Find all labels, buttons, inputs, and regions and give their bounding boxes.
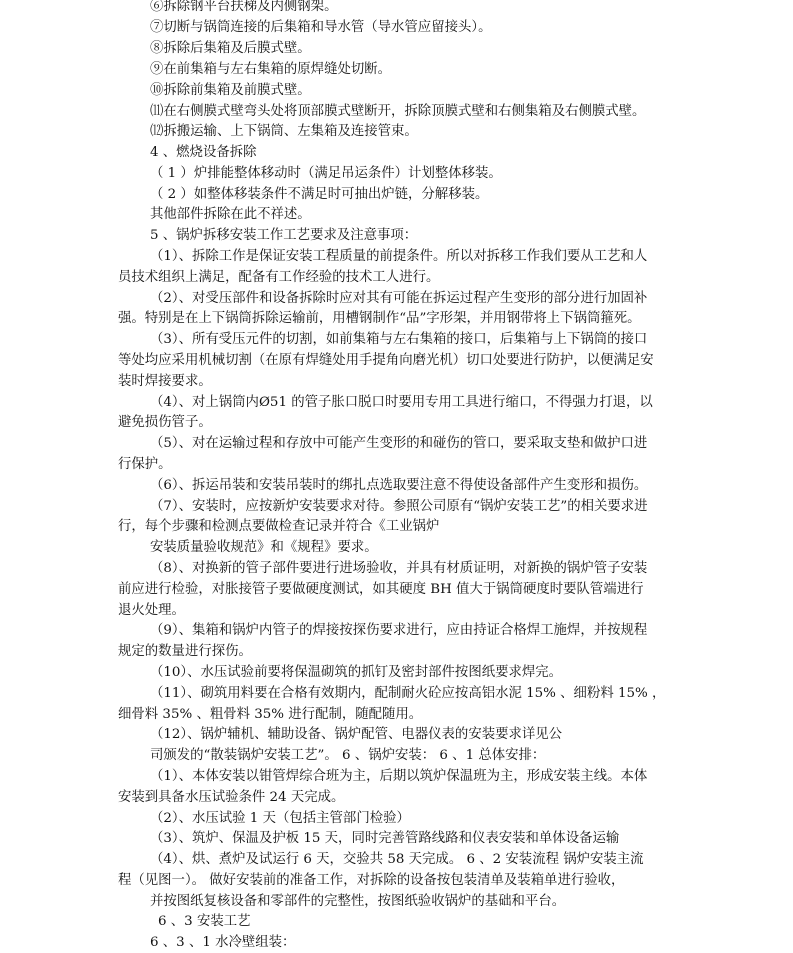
- text-line: ⑨在前集箱与左右集箱的原焊缝处切断。: [150, 62, 392, 77]
- text-line: （4）、烘、煮炉及试运行 6 天，交验共 58 天完成。 6 、2 安装流程 锅炉安装主流: [150, 852, 644, 867]
- text-line: 退火处理。: [118, 603, 185, 618]
- text-line: ⑿拆搬运输、上下锅筒、左集箱及连接管束。: [150, 124, 418, 139]
- text-line: （9）、集箱和锅炉内管子的焊接按探伤要求进行，应由持证合格焊工施焊，并按规程: [150, 623, 648, 638]
- text-line: （6）、拆运吊装和安装吊装时的绑扎点选取要注意不得使设备部件产生变形和损伤。: [150, 478, 648, 493]
- text-line: （1）、本体安装以钳管焊综合班为主，后期以筑炉保温班为主，形成安装主线。本体: [150, 769, 648, 784]
- text-line: 规定的数量进行探伤。: [118, 644, 252, 659]
- section-heading: 4 、燃烧设备拆除: [150, 145, 257, 160]
- text-line: （10）、水压试验前要将保温砌筑的抓钉及密封部件按图纸要求焊完。: [150, 665, 563, 680]
- text-line: 避免损伤管子。: [118, 415, 212, 430]
- text-line: （8）、对换新的管子部件要进行进场验收，并具有材质证明，对新换的锅炉管子安装: [150, 561, 648, 576]
- text-line: 其他部件拆除在此不祥述。: [150, 207, 311, 222]
- section-heading: 6 、3 、1 水冷壁组装：: [150, 935, 296, 950]
- text-line: （3）、筑炉、保温及护板 15 天，同时完善管路线路和仪表安装和单体设备运输: [150, 831, 620, 846]
- text-line: （2）、对受压部件和设备拆除时应对其有可能在拆运过程产生变形的部分进行加固补: [150, 291, 648, 306]
- text-line: 装时焊接要求。: [118, 374, 212, 389]
- text-line: 并按图纸复核设备和零部件的完整性，按图纸验收锅炉的基础和平台。: [150, 894, 566, 909]
- text-line: （5）、对在运输过程和存放中可能产生变形的和碰伤的管口，要采取支垫和做护口进: [150, 436, 648, 451]
- text-line: 行保护。: [118, 457, 172, 472]
- text-line: 司颁发的“散装锅炉安装工艺”。 6 、锅炉安装： 6 、1 总体安排：: [150, 748, 546, 763]
- text-line: 安装质量验收规范》和《规程》要求。: [150, 540, 378, 555]
- text-line: （12）、锅炉辅机、辅助设备、锅炉配管、电器仪表的安装要求详见公: [150, 727, 563, 742]
- text-line: （4）、对上锅筒内Ø51 的管子胀口脱口时要用专用工具进行缩口，不得强力打退，以: [150, 395, 653, 410]
- text-line: （ 2 ）如整体移装条件不满足时可抽出炉链，分解移装。: [150, 187, 489, 202]
- text-line: 行，每个步骤和检测点要做检查记录并符合《工业锅炉: [118, 519, 440, 534]
- text-line: 前应进行检验，对胀接管子要做硬度测试，如其硬度 BH 值大于锅筒硬度时要队管端进行: [118, 582, 644, 597]
- text-line: 细骨料 35% 、粗骨料 35% 进行配制，随配随用。: [118, 707, 423, 722]
- text-line: （3）、所有受压元件的切割，如前集箱与左右集箱的接口，后集箱与上下锅筒的接口: [150, 332, 648, 347]
- text-line: ⑦切断与锅筒连接的后集箱和导水管（导水管应留接头）。: [150, 20, 492, 35]
- section-heading: 5 、锅炉拆移安装工作工艺要求及注意事项：: [150, 228, 418, 243]
- text-line: （2）、水压试验 1 天（包括主管部门检验）: [150, 811, 410, 826]
- text-line: （7）、安装时，应按新炉安装要求对待。参照公司原有“锅炉安装工艺”的相关要求进: [150, 499, 648, 514]
- text-line: ⑩拆除前集箱及前膜式壁。: [150, 83, 311, 98]
- text-line: 程（见图一）。 做好安装前的准备工作，对拆除的设备按包装清单及装箱单进行验收，: [118, 873, 625, 888]
- section-heading: 6 、3 安装工艺: [158, 914, 251, 929]
- text-line: 等处均应采用机械切割（在原有焊缝处用手提角向磨光机）切口处要进行防护，以便满足安: [118, 353, 654, 368]
- text-line: 员技术组织上满足，配备有工作经验的技术工人进行。: [118, 270, 440, 285]
- text-line: 强。特别是在上下锅筒拆除运输前，用槽钢制作“品”字形架，并用钢带将上下锅筒箍死。: [118, 311, 641, 326]
- text-line: 安装到具备水压试验条件 24 天完成。: [118, 790, 345, 805]
- text-line: （11）、砌筑用料要在合格有效期内，配制耐火砼应按高铝水泥 15% 、细粉料 15% ，: [150, 686, 666, 701]
- text-line: ⑥拆除钢平台扶梯及内侧钢架。: [150, 0, 338, 14]
- text-line: （1）、拆除工作是保证安装工程质量的前提条件。所以对拆移工作我们要从工艺和人: [150, 249, 648, 264]
- text-line: ⑧拆除后集箱及后膜式壁。: [150, 41, 311, 56]
- text-line: （ 1 ）炉排能整体移动时（满足吊运条件）计划整体移装。: [150, 166, 502, 181]
- text-line: ⑾在右侧膜式壁弯头处将顶部膜式壁断开，拆除顶膜式壁和右侧集箱及右侧膜式壁。: [150, 104, 646, 119]
